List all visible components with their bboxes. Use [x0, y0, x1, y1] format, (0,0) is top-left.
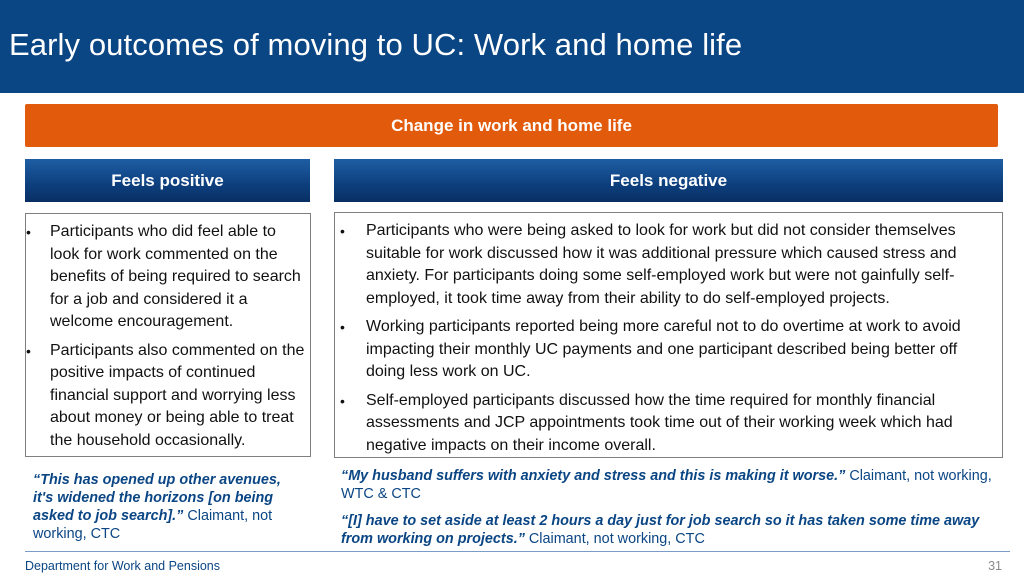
quote-text: “This has opened up other avenues, it's widened the horizons [on being asked to job search].”: [33, 472, 281, 524]
list-item: [340, 390, 996, 458]
negative-findings-box: [334, 212, 1003, 458]
list-item: [340, 220, 996, 310]
page-number: 31: [988, 559, 1002, 573]
negative-quote-2: [341, 512, 1001, 548]
positive-column-header: Feels positive: [25, 159, 310, 202]
bullet-text: Working participants reported being more careful not to do overtime at work to avoid impacting their monthly UC payments and one participant described being better off doing less work on UC.: [366, 318, 961, 380]
negative-quote-1: [341, 467, 1001, 503]
list-item: [340, 316, 996, 384]
title-bar: [0, 0, 1024, 93]
bullet-text: Participants also commented on the positive impacts of continued financial support and worrying less about money or being able to treat the household occasionally.: [50, 341, 305, 449]
positive-bullet-list: [26, 214, 310, 452]
bullet-text: Participants who were being asked to look for work but did not consider themselves suitable for work discussed how it was additional pressure which caused stress and anxiety. For participants doing some self-employed work but were not gainfully self-employed, it took time away from their ability to do self-employed projects.: [366, 222, 957, 307]
quote-text: “[I] have to set aside at least 2 hours a day just for job search so it has taken some time away from working on projects.”: [341, 513, 980, 547]
quote-attribution: Claimant, not working, CTC: [524, 531, 705, 547]
quote-text: “My husband suffers with anxiety and stress and this is making it worse.”: [341, 468, 846, 484]
negative-bullet-list: [335, 213, 1002, 457]
negative-column-header: Feels negative: [334, 159, 1003, 202]
slide-title: Early outcomes of moving to UC: Work and home life: [9, 27, 743, 62]
bullet-icon: •: [340, 319, 345, 335]
quote-attribution: Claimant, not working, WTC & CTC: [341, 468, 992, 502]
bullet-icon: •: [340, 392, 345, 409]
bullet-text: Self-employed participants discussed how the time required for monthly financial assessments and JCP appointments took time out of their working week which had negative impacts on their income overall.: [366, 391, 953, 454]
bullet-icon: •: [26, 224, 31, 240]
bullet-icon: •: [340, 223, 345, 239]
bullet-icon: •: [26, 342, 31, 359]
footer-organisation: Department for Work and Pensions: [25, 559, 221, 573]
quote-attribution: Claimant, not working, CTC: [33, 508, 273, 542]
footer-divider: [25, 551, 1010, 552]
list-item: [26, 340, 306, 453]
positive-quote: [33, 471, 305, 543]
list-item: [26, 221, 306, 334]
positive-findings-box: [25, 213, 311, 457]
section-banner: Change in work and home life: [25, 104, 998, 147]
bullet-text: Participants who did feel able to look for work commented on the benefits of being required to search for a job and considered it a welcome encouragement.: [50, 223, 301, 330]
